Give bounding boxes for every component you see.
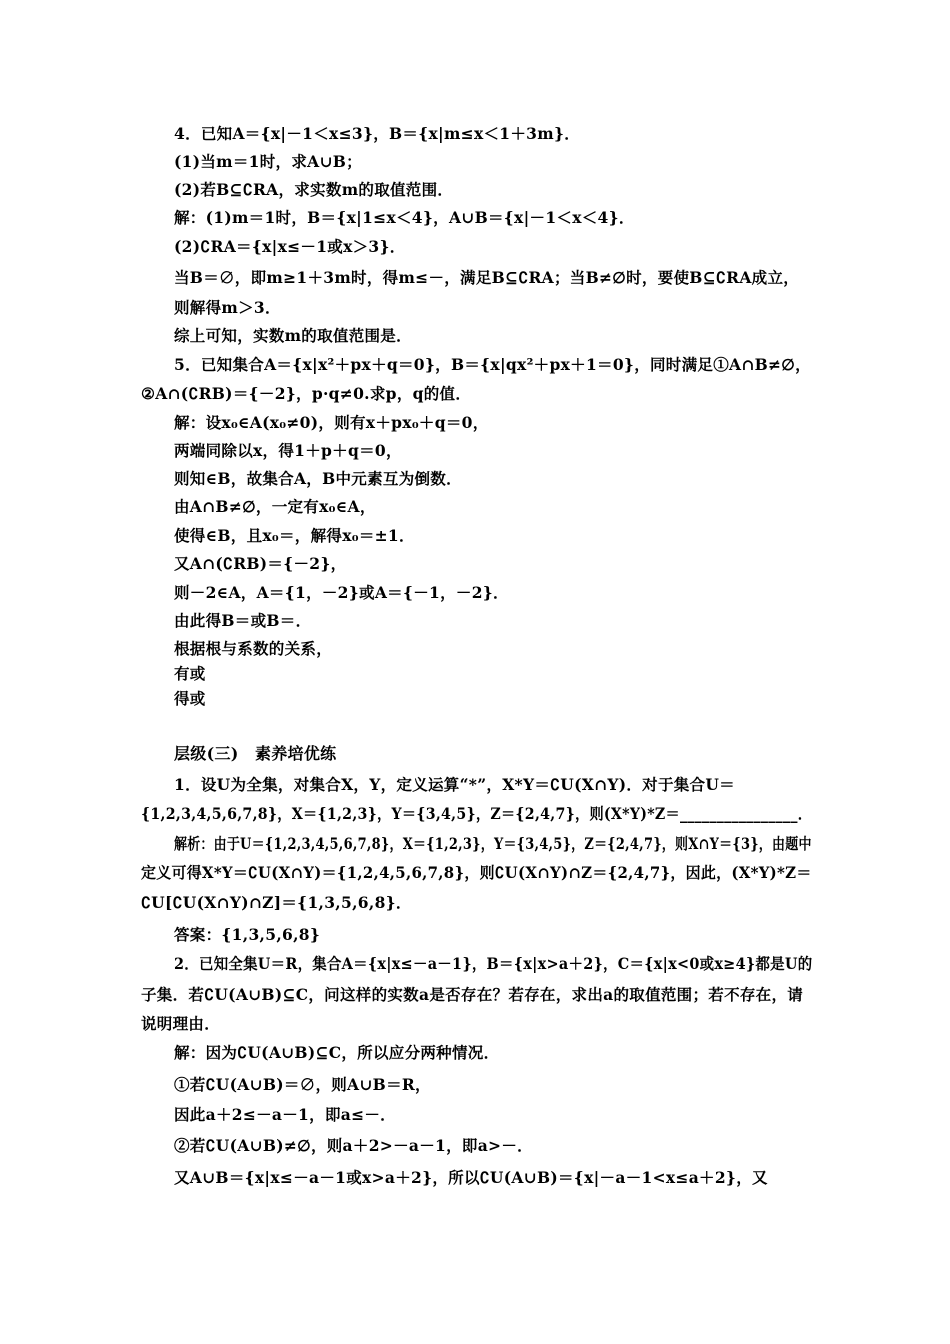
exercise-1-answer: 答案：{1,3,5,6,8}: [174, 925, 321, 944]
solution-line: 两端同除以x，得1＋p＋q＝0，: [174, 441, 402, 460]
exercise-1-statement-cont: {1,2,3,4,5,6,7,8}，X＝{1,2,3}，Y＝{3,4,5}，Z＝{2,4,7}，则(X*Y)*Z＝________________．: [141, 804, 813, 823]
section-heading: 层级(三) 素养培优练: [174, 744, 337, 763]
solution-line: 解：设x₀∈A(x₀≠0)，则有x＋px₀＋q＝0，: [174, 413, 489, 432]
solution-line: ②若∁U(A∪B)≠∅，则a＋2>－a－1，即a>－．: [174, 1136, 533, 1155]
solution-line: 则知∈B，故集合A，B中元素互为倒数．: [174, 469, 462, 488]
problem-5-statement: 5．已知集合A＝{x|x²＋px＋q＝0}，B＝{x|qx²＋px＋1＝0}，同时满足①A∩B≠∅，: [174, 355, 811, 374]
solution-line: 根据根与系数的关系，: [174, 639, 333, 658]
solution-line: 得或: [174, 689, 206, 708]
solution-line: 当B＝∅，即m≥1＋3m时，得m≤－，满足B⊆∁RA；当B≠∅时，要使B⊆∁RA成立，: [174, 268, 800, 287]
exercise-1-analysis-cont: 定义可得X*Y＝∁U(X∩Y)＝{1,2,4,5,6,7,8}，则∁U(X∩Y)∩Z＝{2,4,7}，因此，(X*Y)*Z＝: [141, 863, 812, 882]
solution-line: (2)∁RA＝{x|x≤－1或x＞3}．: [174, 237, 406, 256]
solution-line: 使得∈B，且x₀＝，解得x₀＝±1．: [174, 526, 415, 545]
problem-5-statement-cont: ②A∩(∁RB)＝{－2}，p·q≠0.求p，q的值．: [141, 384, 472, 403]
solution-line: ①若∁U(A∪B)＝∅，则A∪B＝R，: [174, 1075, 431, 1094]
problem-4-statement: 4．已知A＝{x|－1＜x≤3}，B＝{x|m≤x＜1＋3m}．: [174, 124, 581, 143]
exercise-1-analysis-cont: ∁U[∁U(X∩Y)∩Z]＝{1,3,5,6,8}．: [141, 893, 412, 912]
problem-4-part-2: (2)若B⊆∁RA，求实数m的取值范围．: [174, 180, 454, 199]
solution-line: 由此得B＝或B＝．: [174, 611, 312, 630]
exercise-2-statement-cont: 子集．若∁U(A∪B)⊆C，问这样的实数a是否存在？若存在，求出a的取值范围；若不存在，请: [141, 985, 804, 1004]
solution-line: 综上可知，实数m的取值范围是．: [174, 326, 412, 345]
problem-4-part-1: (1)当m＝1时，求A∪B；: [174, 152, 362, 171]
solution-line: 由A∩B≠∅，一定有x₀∈A，: [174, 497, 376, 516]
solution-line: 解：(1)m＝1时，B＝{x|1≤x＜4}，A∪B＝{x|－1＜x＜4}．: [174, 208, 635, 227]
solution-line: 则解得m＞3．: [174, 298, 281, 317]
solution-line: 又A∪B＝{x|x≤－a－1或x>a＋2}，所以∁U(A∪B)＝{x|－a－1<x≤a＋2}，又: [174, 1168, 768, 1187]
solution-line: 有或: [174, 664, 206, 683]
solution-line: 则－2∈A，A＝{1，－2}或A＝{－1，－2}．: [174, 583, 509, 602]
exercise-2-statement: 2．已知全集U＝R，集合A＝{x|x≤－a－1}，B＝{x|x>a＋2}，C＝{x|x<0或x≥4}都是U的: [174, 954, 813, 973]
exercise-1-analysis: 解析：由于U＝{1,2,3,4,5,6,7,8}，X＝{1,2,3}，Y＝{3,4,5}，Z＝{2,4,7}，则X∩Y＝{3}，由题中: [174, 834, 812, 853]
solution-line: 因此a＋2≤－a－1，即a≤－．: [174, 1105, 396, 1124]
solution-line: 解：因为∁U(A∪B)⊆C，所以应分两种情况．: [174, 1043, 500, 1062]
solution-line: 又A∩(∁RB)＝{－2}，: [174, 554, 347, 573]
exercise-1-statement: 1．设U为全集，对集合X，Y，定义运算“*”，X*Y＝∁U(X∩Y)．对于集合U＝: [174, 775, 735, 794]
exercise-2-statement-cont: 说明理由．: [141, 1014, 221, 1033]
